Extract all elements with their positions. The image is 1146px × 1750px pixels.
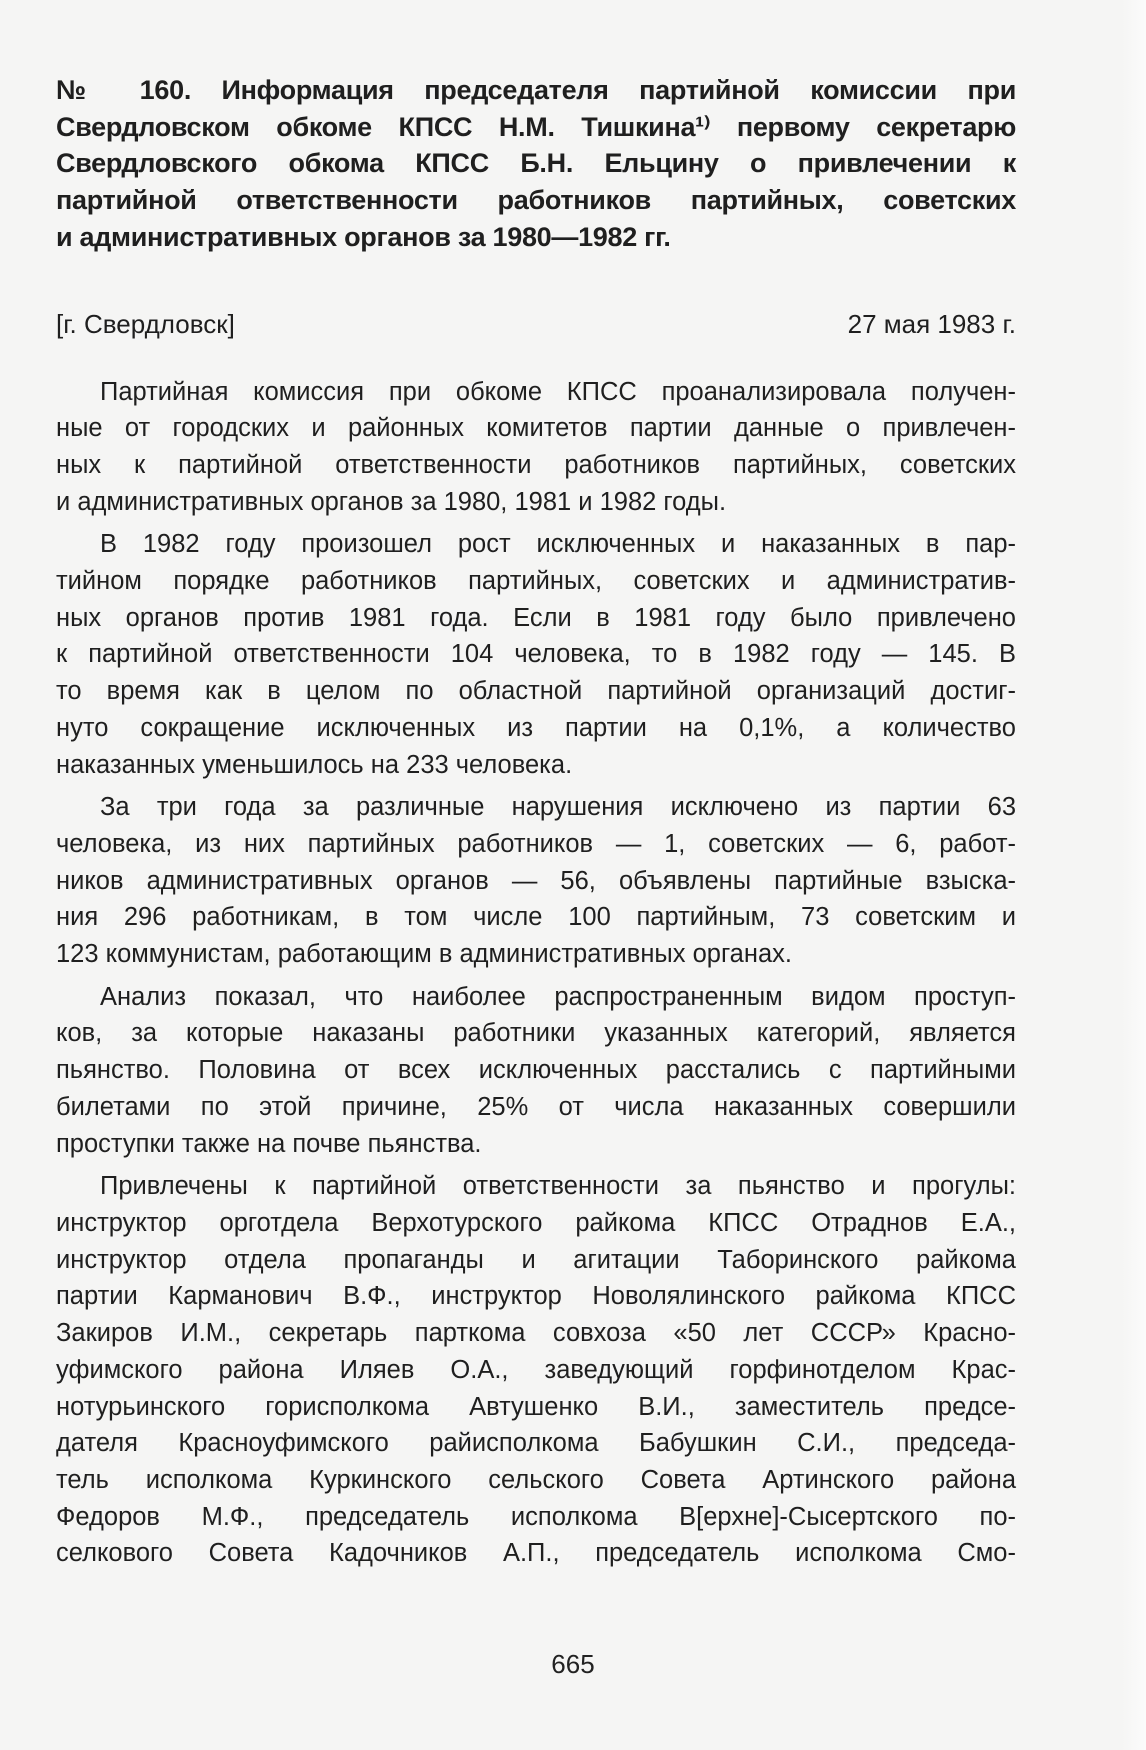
text-line: нуто сокращение исключенных из партии на 0,1%, а количество	[56, 713, 1016, 742]
paragraph	[56, 1168, 1016, 1572]
text-line: к партийной ответственности 104 человека, то в 1982 году — 145. В	[56, 640, 1016, 669]
text-line: 123 коммунистам, работающим в административных органах.	[56, 940, 792, 969]
document-page	[56, 72, 1016, 1578]
text-line: человека, из них партийных работников — 1, советских — 6, работ-	[56, 829, 1016, 858]
title-line: и административных органов за 1980—1982 гг.	[56, 221, 671, 252]
text-line: нотурьинского горисполкома Автушенко В.И., заместитель предсе-	[56, 1392, 1016, 1421]
text-line: За три года за различные нарушения исключено из партии 63	[100, 793, 1016, 822]
title-line: Свердловском обкоме КПСС Н.М. Тишкина¹⁾ первому секретарю	[56, 111, 1016, 142]
paragraph	[56, 789, 1016, 973]
text-line: тель исполкома Куркинского сельского Совета Артинского района	[56, 1465, 1016, 1494]
page-number: 665	[551, 1649, 595, 1679]
text-line: и административных органов за 1980, 1981 и 1982 годы.	[56, 487, 727, 516]
text-line: тийном порядке работников партийных, советских и административ-	[56, 567, 1016, 596]
text-line: ных органов против 1981 года. Если в 1981 году было привлечено	[56, 603, 1016, 632]
text-line: ков, за которые наказаны работники указанных категорий, является	[56, 1019, 1016, 1048]
document-place: [г. Свердловск]	[56, 308, 235, 339]
text-line: селкового Совета Кадочников А.П., председатель исполкома Смо-	[56, 1539, 1016, 1568]
text-line: инструктор орготдела Верхотурского райкома КПСС Отраднов Е.А.,	[56, 1208, 1016, 1237]
paragraph	[56, 979, 1016, 1163]
document-meta	[56, 306, 1016, 342]
paragraph	[56, 526, 1016, 783]
text-line: то время как в целом по областной партийной организаций достиг-	[56, 677, 1016, 706]
title-line: Свердловского обкома КПСС Б.Н. Ельцину о привлечении к	[56, 148, 1016, 179]
document-body	[56, 374, 1016, 1573]
page-edge	[1122, 0, 1146, 1750]
text-line: ные от городских и районных комитетов партии данные о привлечен-	[56, 414, 1016, 443]
text-line: наказанных уменьшилось на 233 человека.	[56, 750, 573, 779]
text-line: Привлечены к партийной ответственности за пьянство и прогулы:	[100, 1172, 1016, 1201]
text-line: ников административных органов — 56, объявлены партийные взыска-	[56, 866, 1016, 895]
text-line: Закиров И.М., секретарь парткома совхоза «50 лет СССР» Красно-	[56, 1319, 1016, 1348]
text-line: пьянство. Половина от всех исключенных расстались с партийными	[56, 1056, 1016, 1085]
text-line: ния 296 работникам, в том числе 100 партийным, 73 советским и	[56, 903, 1016, 932]
title-line: партийной ответственности работников партийных, советских	[56, 185, 1016, 216]
text-line: дателя Красноуфимского райисполкома Бабушкин С.И., председа-	[56, 1429, 1016, 1458]
text-line: билетами по этой причине, 25% от числа наказанных совершили	[56, 1092, 1016, 1121]
text-line: Анализ показал, что наиболее распространенным видом проступ-	[100, 982, 1016, 1011]
paragraph	[56, 374, 1016, 521]
text-line: ных к партийной ответственности работников партийных, советских	[56, 450, 1016, 479]
text-line: проступки также на почве пьянства.	[56, 1129, 482, 1158]
text-line: Партийная комиссия при обкоме КПСС проанализировала получен-	[100, 377, 1016, 406]
text-line: В 1982 году произошел рост исключенных и наказанных в пар-	[100, 530, 1016, 559]
text-line: уфимского района Иляев О.А., заведующий горфинотделом Крас-	[56, 1355, 1016, 1384]
text-line: инструктор отдела пропаганды и агитации Таборинского райкома	[56, 1245, 1016, 1274]
text-line: партии Карманович В.Ф., инструктор Новолялинского райкома КПСС	[56, 1282, 1016, 1311]
document-date: 27 мая 1983 г.	[847, 308, 1016, 339]
title-line: № 160. Информация председателя партийной комиссии при	[56, 75, 1016, 105]
document-title	[56, 72, 1016, 256]
text-line: Федоров М.Ф., председатель исполкома В[ерхне]-Сысертского по-	[56, 1502, 1016, 1531]
